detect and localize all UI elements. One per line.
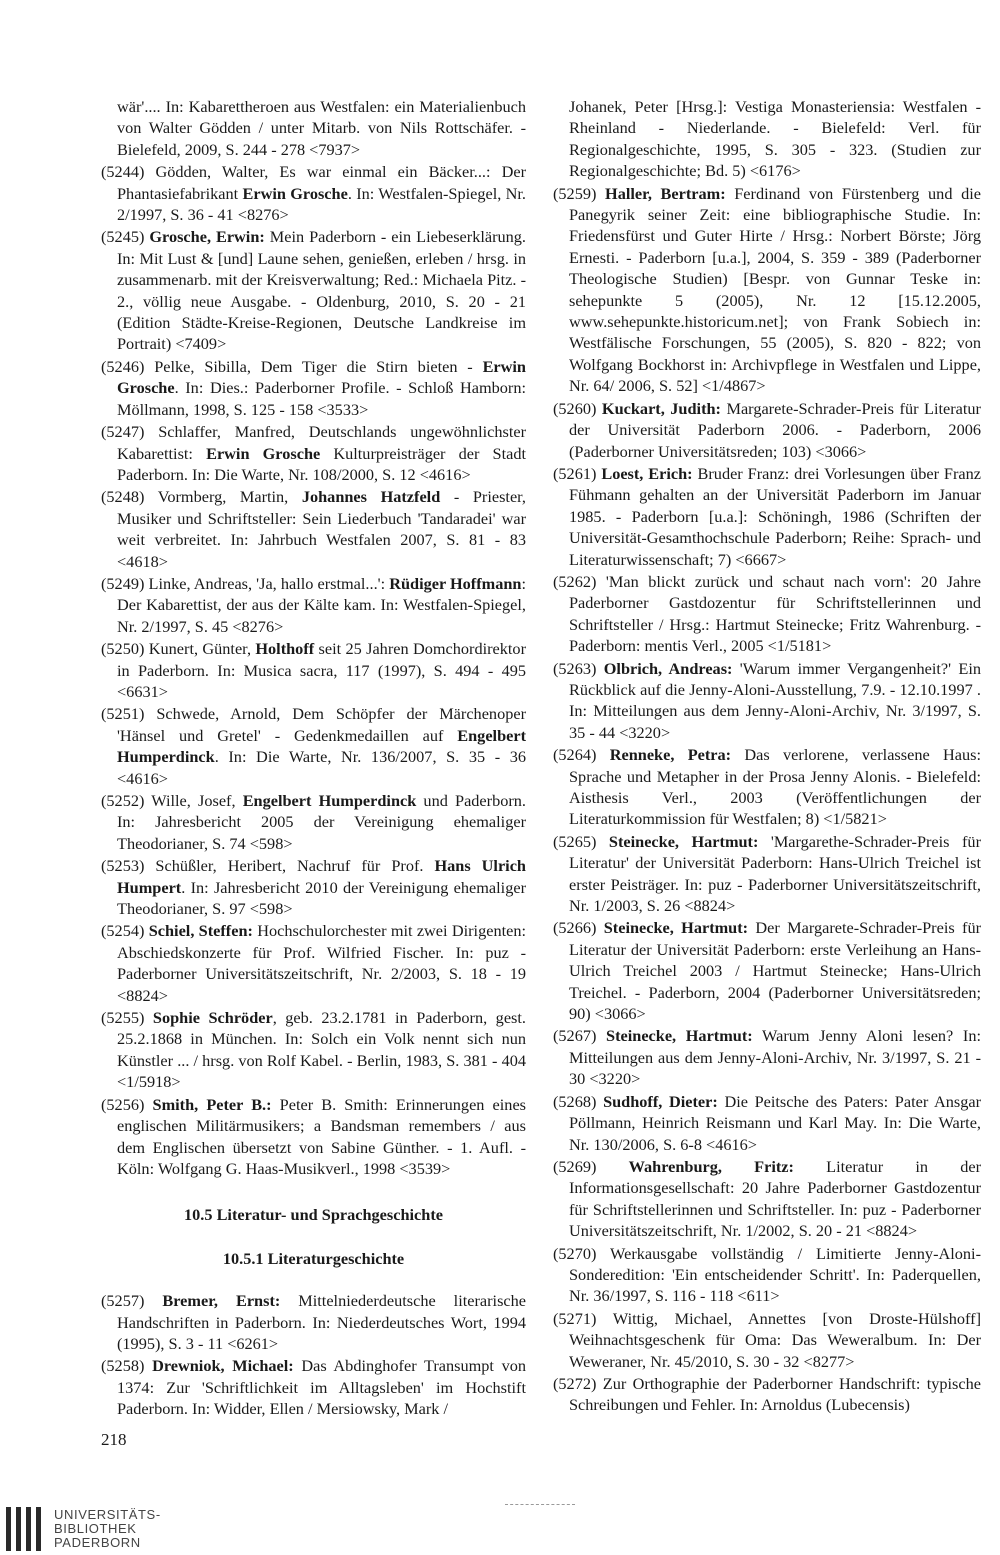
entry-text: (5266) [553, 918, 604, 938]
entry-text: (5264) [553, 745, 610, 765]
entry-text: 10.5.1 Literaturgeschichte [222, 1248, 405, 1268]
bibliography-entry [553, 1091, 981, 1155]
entry-bold-name: Erwin Grosche [206, 443, 321, 463]
bibliography-entry [553, 1243, 981, 1307]
bibliography-entry [553, 658, 981, 744]
entry-bold-name: Steinecke, Hartmut: [606, 1026, 753, 1046]
entry-bold-name: Erwin Grosche [117, 356, 526, 398]
entry-text: wär'.... In: Kabarettheroen aus Westfalen: ein Materialienbuch von Walter Gödden / unter Mitarb. von Nils Rottschäfer. - Bielefeld, 2009, S. 244 - 278 <7937> [117, 97, 526, 159]
bibliography-entry [101, 920, 526, 1006]
entry-bold-name: Steinecke, Hartmut: [603, 918, 749, 938]
entry-text: (5253) Schüßler, Heribert, Nachruf für Prof. [101, 856, 435, 876]
entry-text: Ferdinand von Fürstenberg und die Panegyrik seiner Zeit: eine bibliographische Studie. In: Friedensfürst und Guter Hirte / Hrsg.: Norbert Börste; Jörg Ernesti. - Paderborn [u.a.], 2004, S. 359 - 389 (Paderborner Theologische Studien) [Bespr. von Gunnar Teske in: sehepunkte 5 (2005), Nr. 12 [15.12.2005, www.sehepunkte.historicum.net]; von Frank Sobiech in: Westfälische Forschungen, 55 (2005), S. 820 - 822; von Wolfgang Bockhorst in: Archivpflege in Westfalen und Lippe, Nr. 64/ 2006, S. 52] <1/4867> [569, 183, 981, 396]
entry-text: (5245) [101, 227, 150, 247]
page-number: 218 [101, 1430, 127, 1449]
entry-text: . In: Westfalen-Spiegel, Nr. 2/1997, S. 36 - 41 <8276> [117, 183, 526, 225]
entry-bold-name: Sophie Schröder [152, 1008, 273, 1028]
entry-text: (5255) [101, 1008, 153, 1028]
entry-text: . In: Jahresbericht 2010 der Vereinigung ehemaliger Theodorianer, S. 97 <598> [117, 877, 526, 919]
entry-bold-name: Engelbert Humperdinck [117, 725, 526, 767]
entry-text: (5257) [101, 1291, 163, 1311]
entry-bold-name: Schiel, Steffen: [148, 921, 253, 941]
bibliography-entry [553, 1373, 981, 1416]
entry-bold-name: Smith, Peter B.: [152, 1094, 272, 1114]
entry-text: Die Peitsche des Paters: Pater Ansgar Pöllmann, Heinrich Reismann und Karl May. In: Die Warte, Nr. 130/2006, S. 6-8 <4616> [569, 1091, 982, 1154]
entry-bold-name: Erwin Grosche [242, 183, 348, 203]
entry-text: Peter B. Smith: Erinnerungen eines englischen Militärmusikers; a Bandsman remembers / aus dem Englischen übersetzt von Sabine Günther. - 1. Aufl. - Köln: Wolfgang G. Haas-Musikverl., 1998 <3539> [117, 1094, 527, 1178]
bibliography-entry [101, 790, 526, 854]
entry-text: Mein Paderborn - ein Liebeserklärung. In: Mit Lust & [und] Laune sehen, genießen, erleben / hrsg. in zusammenarb. mit der Kreisverwaltung; Red.: Michaela Pitz. - 2., völlig neue Ausgabe. - Oldenburg, 2010, S. 20 - 21 (Edition Städte-Kreise-Regionen, Deutsche Landkreise im Portrait) <7409> [117, 227, 526, 354]
entry-bold-name: Bremer, Ernst: [162, 1291, 281, 1311]
bibliography-entry-continuation [553, 96, 981, 182]
entry-text: (5269) [553, 1156, 629, 1176]
entry-text: (5254) [101, 921, 149, 941]
entry-text: (5272) Zur Orthographie der Paderborner Handschrift: typische Schreibungen und Fehler. In: Arnoldus (Lubecensis) [553, 1373, 981, 1415]
entry-text: (5247) Schlaffer, Manfred, Deutschlands ungewöhnlichster Kabarettist: [101, 422, 526, 463]
bibliography-entry [553, 183, 981, 397]
bibliography-entry-continuation [101, 96, 526, 160]
entry-text: (5265) [553, 831, 609, 851]
section-heading [101, 1248, 526, 1269]
bibliography-entry [553, 831, 981, 917]
entry-bold-name: Loest, Erich: [601, 463, 693, 483]
bibliography-entry [101, 703, 526, 789]
bibliography-entry [553, 1308, 981, 1372]
entry-text: Johanek, Peter [Hrsg.]: Vestiga Monasteriensia: Westfalen - Rheinland - Niederlande. - Bielefeld: Verl. für Regionalgeschichte, 1995, S. 305 - 323. (Studien zur Regionalgeschichte; Bd. 5) <6176> [569, 97, 981, 181]
entry-text: (5246) Pelke, Sibilla, Dem Tiger die Stirn bieten - [101, 356, 483, 376]
entry-text: Der Margarete-Schrader-Preis für Literatur der Universität Paderborn: erste Verleihung an Hans-Ulrich Treichel 2003 / Hartmut Steinecke; Hans-Ulrich Treichel. - Paderborn, 2004 (Paderborner Universitätsreden; 90) <3066> [569, 918, 982, 1024]
entry-text: Warum Jenny Aloni lesen? In: Mitteilungen aus dem Jenny-Aloni-Archiv, Nr. 3/1997, S. 21 - 30 <3220> [569, 1026, 981, 1089]
entry-text: seit 25 Jahren Domchordirektor in Paderborn. In: Musica sacra, 117 (1997), S. 494 - 495 <6631> [117, 639, 526, 701]
entry-text: Mittelniederdeutsche literarische Handschriften in Paderborn. In: Niederdeutsches Wort, 1994 (1995), S. 3 - 11 <6261> [117, 1291, 526, 1353]
entry-text: . In: Die Warte, Nr. 136/2007, S. 35 - 36 <4616> [117, 747, 526, 788]
entry-text: : Der Kabarettist, der aus der Kälte kam. In: Westfalen-Spiegel, Nr. 2/1997, S. 45 <8276> [117, 573, 526, 636]
bibliography-entry [101, 486, 526, 572]
bibliography-entry [101, 638, 526, 702]
entry-bold-name: Wahrenburg, Fritz: [628, 1156, 794, 1176]
entry-text: und Paderborn. In: Jahresbericht 2005 der Vereinigung ehemaliger Theodorianer, S. 74 <598> [117, 791, 526, 853]
entry-bold-name: Steinecke, Hartmut: [608, 831, 759, 851]
entry-text: Das Abdinghofer Transumpt von 1374: Zur 'Schriftlichkeit im Alltagsleben' im Hochstift Paderborn. In: Widder, Ellen / Mersiowsky, Mark / [117, 1356, 527, 1419]
entry-text: Das verlorene, verlassene Haus: Sprache und Metapher in der Prosa Jenny Alonis. - Bielefeld: Aisthesis Verl., 2003 (Veröffentlichungen der Literaturkommission für Westfalen; 8) <1/5821> [569, 745, 981, 829]
entry-text: (5258) [101, 1356, 153, 1376]
entry-text: (5261) [553, 463, 602, 483]
entry-bold-name: Rüdiger Hoffmann [389, 573, 522, 593]
entry-text: 'Warum immer Vergangenheit?' Ein Rückblick auf die Jenny-Aloni-Ausstellung, 7.9. - 12.10.1997 . In: Mitteilungen aus dem Jenny-Aloni-Archiv, Nr. 3/1997, S. 35 - 44 <3220> [569, 658, 981, 742]
entry-bold-name: Johannes Hatzfeld [301, 487, 441, 507]
bibliography-entry [553, 1025, 981, 1089]
entry-bold-name: Hans Ulrich Humpert [117, 856, 526, 897]
entry-text: - Priester, Musiker und Schriftsteller: Sein Liederbuch 'Tandaradei' war weit verbreitet. In: Jahrbuch Westfalen 2007, S. 81 - 83 <4618> [117, 487, 527, 571]
bibliography-entry [101, 421, 526, 485]
entry-bold-name: Grosche, Erwin: [149, 227, 265, 247]
bibliography-entry [101, 356, 526, 420]
entry-bold-name: Olbrich, Andreas: [603, 658, 733, 678]
entry-text: (5263) [553, 658, 604, 678]
entry-bold-name: Sudhoff, Dieter: [603, 1091, 718, 1111]
bibliography-entry [101, 226, 526, 354]
entry-bold-name: Engelbert Humperdinck [242, 791, 417, 810]
entry-bold-name: Kuckart, Judith: [601, 398, 721, 418]
entry-bold-name: Renneke, Petra: [609, 745, 732, 765]
entry-text: (5262) 'Man blickt zurück und schaut nach vorn': 20 Jahre Paderborner Gastdozentur für Schriftstellerinnen und Schriftsteller / Hrsg.: Hartmut Steinecke; Fritz Wahrenburg. - Paderborn: mentis Verl., 2005 <1/5181> [553, 571, 981, 656]
bibliography-entry [553, 463, 981, 570]
library-name-line: PADERBORN [54, 1535, 141, 1550]
entry-text: (5248) Vormberg, Martin, [101, 487, 302, 507]
bibliography-entry [553, 571, 981, 657]
entry-text: (5256) [101, 1094, 153, 1114]
right-column [553, 96, 981, 1417]
entry-text: (5249) Linke, Andreas, 'Ja, hallo erstmal...': [101, 573, 390, 593]
library-footer [0, 1504, 1000, 1555]
entry-text: (5268) [553, 1091, 604, 1111]
entry-text: Bruder Franz: drei Vorlesungen über Franz Fühmann gehalten an der Universität Paderborn im Januar 1985. - Paderborn [u.a.]: Schöningh, 1986 (Schriften der Universität-Gesamthochschule Paderborn; Reihe: Sprach- und Literaturwissenschaft; 7) <6667> [569, 463, 981, 569]
entry-text: Literatur in der Informationsgesellschaft: 20 Jahre Paderborner Gastdozentur für Schriftstellerinnen und Schriftsteller. In: puz - Paderborner Universitätszeitschrift, Nr. 1/2002, S. 20 - 21 <8824> [569, 1156, 981, 1241]
bibliography-entry [101, 1094, 526, 1180]
entry-bold-name: Haller, Bertram: [605, 183, 726, 203]
library-name-line: BIBLIOTHEK [54, 1521, 137, 1536]
bibliography-entry [101, 161, 526, 225]
entry-text: (5244) Gödden, Walter, Es war einmal ein Bäcker...: Der Phantasiefabrikant [101, 162, 526, 203]
bibliography-entry [553, 744, 981, 830]
entry-text: . In: Dies.: Paderborner Profile. - Schloß Hamborn: Möllmann, 1998, S. 125 - 158 <3533> [117, 378, 526, 419]
entry-text: Hochschulorchester mit zwei Dirigenten: Abschiedskonzerte für Prof. Wilfried Fischer. In: puz - Paderborner Universitätszeitschrift, Nr. 2/2003, S. 18 - 19 <8824> [117, 921, 527, 1005]
entry-text: (5260) [553, 398, 602, 418]
section-heading [101, 1204, 526, 1225]
entry-text: (5271) Wittig, Michael, Annettes [von Droste-Hülshoff] Weihnachtsgeschenk für Oma: Das Weweralbum. In: Der Weweraner, Nr. 45/2010, S. 30 - 32 <8277> [553, 1308, 981, 1371]
footer-divider [505, 1504, 575, 1506]
entry-text: (5270) Werkausgabe vollständig / Limitierte Jenny-Aloni-Sonderedition: 'Ein entscheidender Schritt'. In: Paderquellen, Nr. 36/1997, S. 116 - 118 <611> [553, 1243, 981, 1306]
entry-bold-name: Drewniok, Michael: [152, 1356, 294, 1376]
bibliography-entry [101, 855, 526, 919]
bibliography-entry [101, 1355, 526, 1419]
bibliography-entry [553, 398, 981, 462]
library-name-line: UNIVERSITÄTS- [54, 1507, 161, 1522]
entry-text: (5251) Schwede, Arnold, Dem Schöpfer der Märchenoper 'Hänsel und Gretel' - Gedenkmedaillen auf [101, 704, 526, 745]
entry-text: (5267) [553, 1026, 607, 1046]
library-name [54, 1508, 161, 1550]
entry-text: , geb. 23.2.1781 in Paderborn, gest. 25.2.1868 in München. In: Solch ein Volk nennt sich nun Künstler ... / hrsg. von Rolf Kabel. - Berlin, 1983, S. 381 - 404 <1/5918> [117, 1008, 526, 1092]
entry-text: 10.5 Literatur- und Sprachgeschichte [184, 1205, 443, 1225]
entry-text: (5250) Kunert, Günter, [101, 639, 256, 659]
bibliography-entry [101, 1007, 526, 1093]
entry-text: Kulturpreisträger der Stadt Paderborn. In: Die Warte, Nr. 108/2000, S. 12 <4616> [117, 443, 526, 484]
bibliography-entry [553, 917, 981, 1024]
bibliography-entry [553, 1156, 981, 1242]
bibliography-entry [101, 1290, 526, 1354]
entry-text: 'Margarethe-Schrader-Preis für Literatur' der Universität Paderborn: Hans-Ulrich Treichel ist erster Peisträger. In: puz - Paderborner Universitätszeitschrift, Nr. 1/2003, S. 26 <8824> [569, 831, 981, 916]
entry-text: (5259) [553, 183, 606, 203]
entry-bold-name: Holthoff [255, 639, 315, 659]
left-column [101, 96, 526, 1421]
entry-text: (5252) Wille, Josef, [101, 791, 243, 810]
bibliography-entry [101, 573, 526, 637]
entry-text: Margarete-Schrader-Preis für Literatur der Universität Paderborn 2006. - Paderborn, 2006 (Paderborner Universitätsreden; 103) <3066> [569, 398, 981, 461]
